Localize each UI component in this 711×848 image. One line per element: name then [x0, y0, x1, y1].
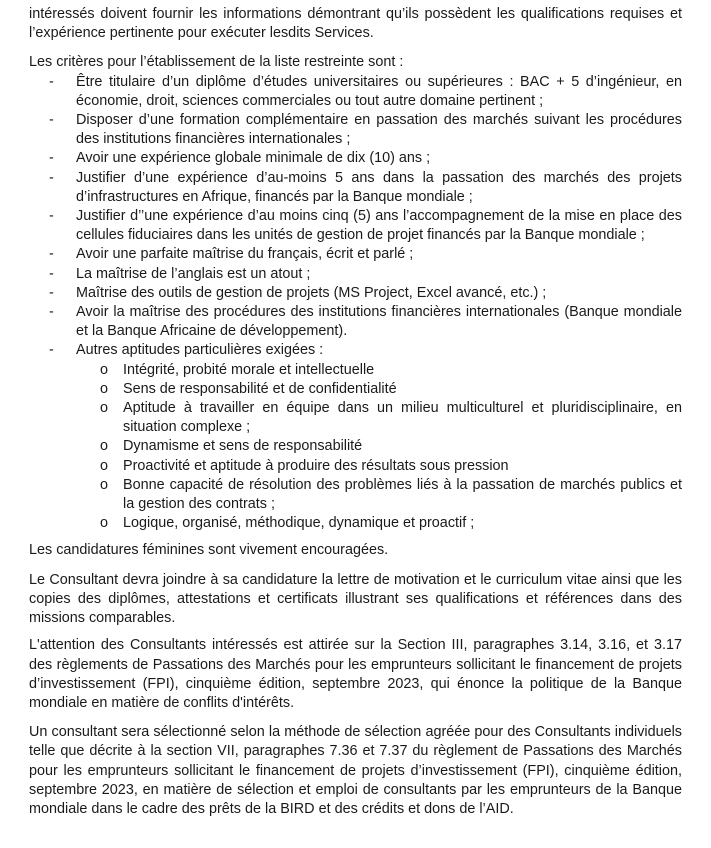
criteria-item-other-skills — [29, 341, 682, 533]
skills-sublist — [76, 361, 682, 534]
skill-item: o Logique, organisé, méthodique, dynamique et proactif ; — [76, 514, 682, 533]
criteria-list — [29, 73, 682, 534]
criteria-item-label: Autres aptitudes particulières exigées : — [76, 342, 324, 359]
intro-paragraph: intéressés doivent fournir les informations démontrant qu’ils possèdent les qualifications requises et l’expérience pertinente pour exécuter lesdits Services. — [29, 6, 682, 42]
conflict-of-interest-paragraph: L'attention des Consultants intéressés est attirée sur la Section III, paragraphes 3.14, 3.16, et 3.17 des règlements de Passations des Marchés pour les emprunteurs sollicitant le financement de projets d’investissement (FPI), cinquième édition, septembre 2023, qui énonce la politique de la Banque mondiale en matière de conflits d'intérêts. — [29, 637, 682, 711]
documents-paragraph: Le Consultant devra joindre à sa candidature la lettre de motivation et le curriculum vitae ainsi que les copies des diplômes, attestations et certificats illustrant ses qualifications et références dans des missions comparables. — [29, 571, 682, 627]
criteria-item: - La maîtrise de l’anglais est un atout ; — [29, 265, 682, 284]
skill-item: o Bonne capacité de résolution des problèmes liés à la passation de marchés publics et la gestion des contrats ; — [76, 476, 682, 514]
criteria-item: - Avoir une expérience globale minimale de dix (10) ans ; — [29, 149, 682, 168]
skill-item: o Dynamisme et sens de responsabilité — [76, 437, 682, 456]
criteria-heading: Les critères pour l’établissement de la liste restreinte sont : — [29, 54, 404, 71]
document-page — [29, 5, 682, 819]
criteria-item: - Maîtrise des outils de gestion de projets (MS Project, Excel avancé, etc.) ; — [29, 284, 682, 303]
criteria-item: - Justifier d’’une expérience d’au moins cinq (5) ans l’accompagnement de la mise en place des cellules fiduciaires dans les unités de gestion de projet financés par la Banque mondiale ; — [29, 207, 682, 245]
selection-method-paragraph: Un consultant sera sélectionné selon la méthode de sélection agréée pour des Consultants individuels telle que décrite à la section VII, paragraphes 7.36 et 7.37 du règlement de Passations des Marchés pour les emprunteurs sollicitant le financement de projets d’investissement (FPI), cinquième édition, septembre 2023, en matière de sélection et emploi de consultants par les emprunteurs de la Banque mondiale dans le cadre des prêts de la BIRD et des crédits et dons de l’AID. — [29, 724, 682, 817]
feminine-candidates-paragraph: Les candidatures féminines sont vivement encouragées. — [29, 542, 389, 559]
criteria-item: - Être titulaire d’un diplôme d’études universitaires ou supérieures : BAC + 5 d’ingénieur, en économie, droit, sciences commerciales ou tout autre domaine pertinent ; — [29, 73, 682, 111]
skill-item: o Aptitude à travailler en équipe dans un milieu multiculturel et pluridisciplinaire, en situation complexe ; — [76, 399, 682, 437]
criteria-item: - Disposer d’une formation complémentaire en passation des marchés suivant les procédures des institutions financières internationales ; — [29, 111, 682, 149]
skill-item: o Sens de responsabilité et de confidentialité — [76, 380, 682, 399]
criteria-item: - Avoir la maîtrise des procédures des institutions financières internationales (Banque mondiale et la Banque Africaine de développement). — [29, 303, 682, 341]
skill-item: o Intégrité, probité morale et intellectuelle — [76, 361, 682, 380]
criteria-item: - Justifier d’une expérience d’au-moins 5 ans dans la passation des marchés des projets d’infrastructures en Afrique, financés par la Banque mondiale ; — [29, 169, 682, 207]
criteria-item: - Avoir une parfaite maîtrise du français, écrit et parlé ; — [29, 245, 682, 264]
skill-item: o Proactivité et aptitude à produire des résultats sous pression — [76, 457, 682, 476]
